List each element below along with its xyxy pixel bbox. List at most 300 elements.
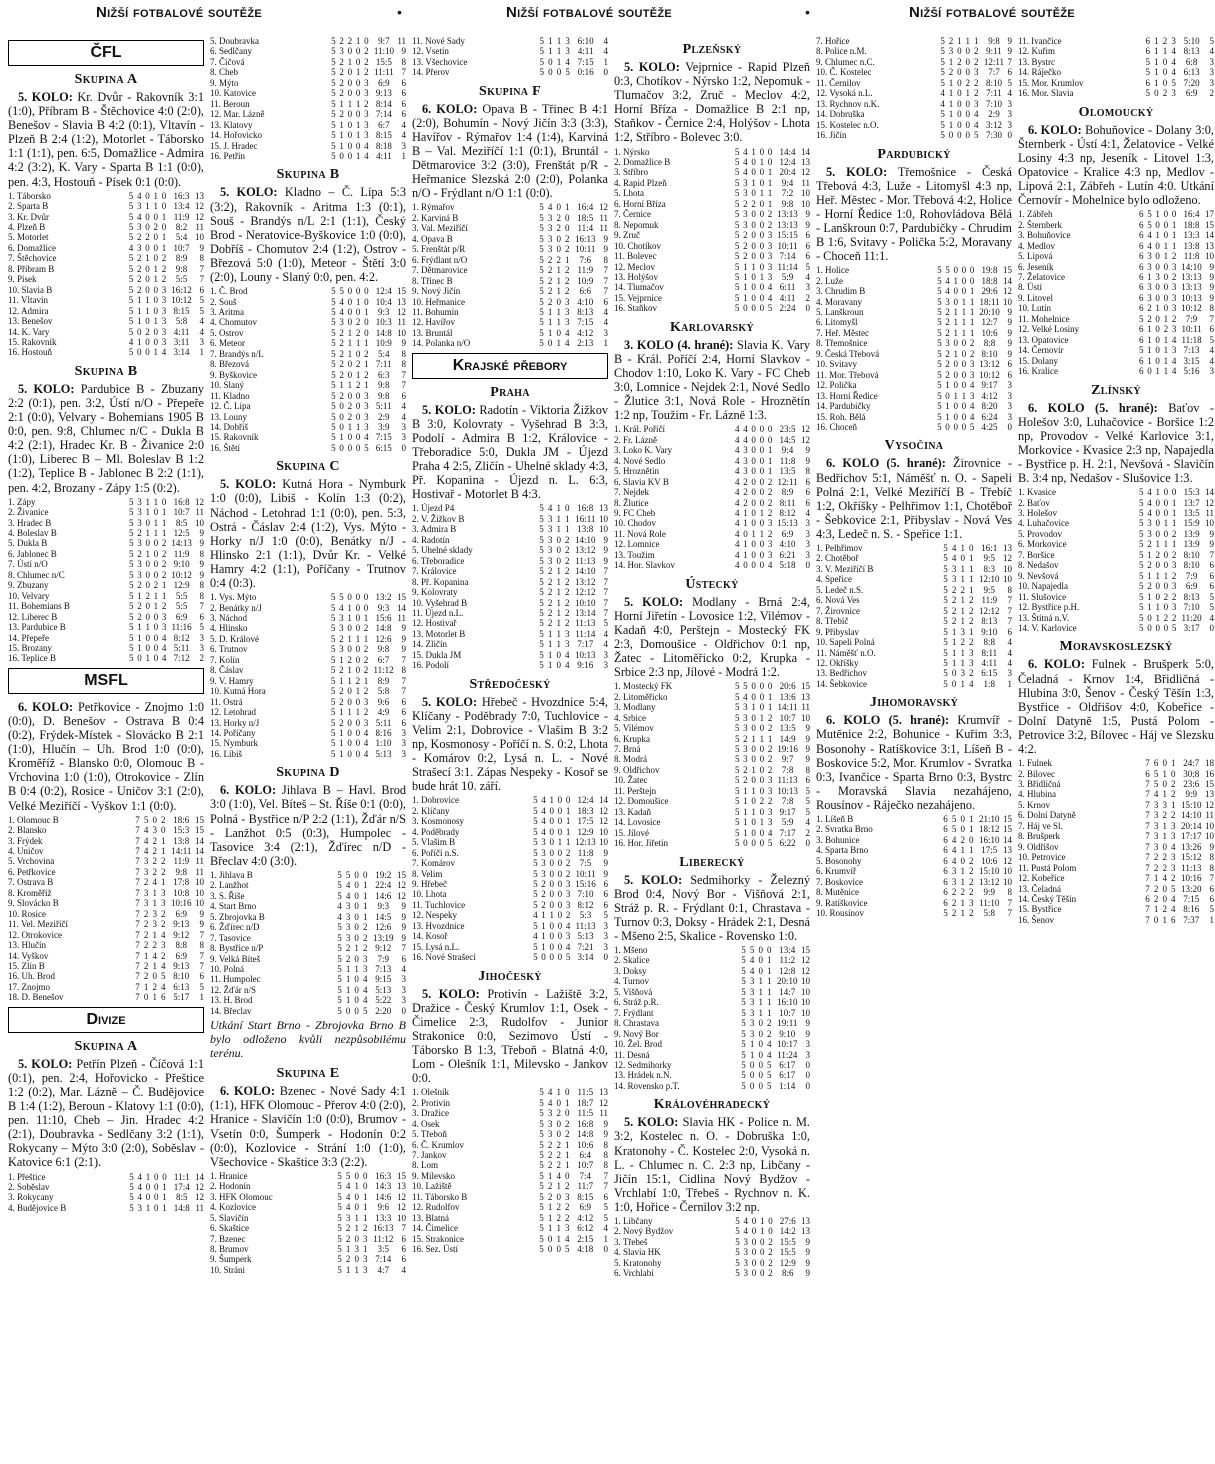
standings-row xyxy=(210,974,406,984)
stat-cell: 1 xyxy=(960,605,965,616)
stat-cell: 0 xyxy=(557,795,563,806)
stat-cell: 4 xyxy=(951,543,957,553)
stat-cell: 0 xyxy=(557,847,563,858)
stat-cell: 3 xyxy=(749,1018,755,1029)
points-cell: 8 xyxy=(1209,862,1214,873)
score-cell: 13:12 xyxy=(575,545,596,556)
team-cell: 7. Černice xyxy=(614,209,651,220)
stat-cell: 5 xyxy=(533,899,538,910)
team-cell: 8. Chrastava xyxy=(614,1018,659,1029)
points-cell: 9 xyxy=(805,733,810,744)
stat-cell: 5 xyxy=(734,702,740,713)
team-cell: 9. Ratíškovice xyxy=(816,897,868,908)
team-cell: 10. Č. Kostelec xyxy=(816,67,872,78)
stat-cell: 2 xyxy=(339,77,344,88)
standings-row xyxy=(412,837,608,847)
score-cell: 14:2 xyxy=(779,1226,796,1237)
score-cell: 11:14 xyxy=(777,261,798,272)
stat-cell: 4 xyxy=(547,1087,553,1098)
score-cell: 17:17 xyxy=(1181,831,1202,842)
standings-row xyxy=(210,922,406,932)
stat-cell: 5 xyxy=(345,869,351,880)
score-cell: 11:9 xyxy=(577,265,594,276)
stat-cell: 0 xyxy=(759,754,765,765)
points-cell: 10 xyxy=(1205,831,1214,842)
stat-cell: 1 xyxy=(547,1212,553,1223)
score-cell: 5:9 xyxy=(781,272,794,282)
stat-cell: 0 xyxy=(1155,508,1160,518)
stat-cell: 0 xyxy=(556,649,561,660)
stat-cell: 0 xyxy=(565,212,570,223)
points-cell: 13 xyxy=(1205,240,1214,251)
stat-cell: 1 xyxy=(565,826,571,837)
stat-cell: 0 xyxy=(751,827,756,838)
points-cell: 10 xyxy=(801,712,810,723)
stat-cell: 3 xyxy=(749,986,755,997)
team-cell: 1. Táborsko xyxy=(8,190,51,201)
stat-cell: 5 xyxy=(943,584,948,595)
team-cell: 4. Uničov xyxy=(8,846,44,857)
stat-cell: 0 xyxy=(758,965,763,976)
points-cell: 3 xyxy=(401,432,406,443)
score-cell: 13:12 xyxy=(575,576,596,587)
stat-cell: 5 xyxy=(565,67,570,78)
points-cell: 9 xyxy=(805,209,810,220)
stat-cell: 0 xyxy=(339,150,344,161)
score-cell: 9:17 xyxy=(779,806,796,817)
stat-cell: 5 xyxy=(161,971,166,982)
team-cell: 14. Hor. Slavkov xyxy=(614,560,676,571)
points-cell: 5 xyxy=(603,910,608,921)
standings-row xyxy=(8,601,204,611)
team-cell: 14. Poříčany xyxy=(210,727,256,738)
score-cell: 12:5 xyxy=(173,528,190,539)
stat-cell: 7 xyxy=(135,846,140,857)
score-cell: 23:6 xyxy=(1183,779,1200,789)
team-cell: 15. Zlín B xyxy=(8,961,45,971)
round-label: 5. KOLO: xyxy=(624,594,684,609)
team-cell: 15. Kostelec n.O. xyxy=(816,119,879,130)
stat-cell: 1 xyxy=(547,317,553,328)
stat-cell: 1 xyxy=(758,997,763,1008)
stat-cell: 1 xyxy=(556,275,561,286)
stat-cell: 1 xyxy=(759,508,765,518)
stat-cell: 2 xyxy=(945,369,950,380)
standings-row xyxy=(210,46,406,56)
stat-cell: 5 xyxy=(749,945,755,955)
standings-row xyxy=(1018,230,1214,240)
points-cell: 10 xyxy=(801,976,810,987)
standings-row xyxy=(8,888,204,898)
stat-cell: 5 xyxy=(734,681,740,692)
score-cell: 12:9 xyxy=(779,1257,796,1268)
stat-cell: 1 xyxy=(556,46,562,57)
score-cell: 16:13 xyxy=(373,1223,394,1234)
team-cell: 12. Č. Lípa xyxy=(210,401,251,412)
stat-cell: 6 xyxy=(1139,366,1144,377)
results-text: Pardubice B - Zbuzany 2:2 (0:1), pen. 3:2, Ústí n/O - Přepeře 2:1 (0:0), Velvary - Bohemians 1905 B 0:0, pen. 9:8, Chlumec n/C - Dukla B 4:2 (2:1), Hradec Kr. B - Živanice 2:0 (1:0), Liberec B – Ml. Boleslav B 1:2 (1:2), Teplice B - Jablonec B 2:2 (1:1), pen. 4:2, Brozany - Zápy 1:5 (0:2). xyxy=(8,381,204,495)
team-cell: 9. Hřebeč xyxy=(412,879,447,889)
standings-row xyxy=(1018,810,1214,820)
points-cell: 9 xyxy=(603,534,608,545)
stat-cell: 0 xyxy=(759,282,765,293)
stat-cell: 1 xyxy=(136,337,142,347)
team-cell: 11. Ostrá xyxy=(210,696,243,707)
stat-cell: 1 xyxy=(758,976,763,987)
points-cell: 14 xyxy=(397,602,406,613)
score-cell: 16:4 xyxy=(1183,209,1200,220)
team-cell: 7. Hořice xyxy=(816,36,850,46)
team-cell: 13. Opatovice xyxy=(1018,334,1069,345)
score-cell: 3:14 xyxy=(577,952,594,963)
standings-row xyxy=(614,560,810,570)
stat-cell: 1 xyxy=(547,307,553,317)
stat-cell: 3 xyxy=(136,222,142,233)
standings-row xyxy=(210,370,406,380)
stat-cell: 5 xyxy=(943,657,948,668)
points-cell: 3 xyxy=(1007,98,1012,109)
score-cell: 7:10 xyxy=(577,889,594,900)
stat-cell: 5 xyxy=(940,56,945,67)
score-cell: 2:9 xyxy=(377,411,390,422)
standings-row xyxy=(412,910,608,920)
team-cell: 8. Třemošnice xyxy=(816,338,868,349)
score-cell: 13:7 xyxy=(1183,497,1200,508)
team-cell: 7. Ostrava B xyxy=(8,877,54,888)
team-cell: 15. Brozany xyxy=(8,643,52,653)
points-cell: 9 xyxy=(401,338,406,349)
stat-cell: 1 xyxy=(759,817,765,828)
stat-cell: 5 xyxy=(128,284,134,295)
score-cell: 7:13 xyxy=(375,963,392,974)
stat-cell: 4 xyxy=(339,602,344,613)
header-title-2: Nižší fotbalové soutěže xyxy=(506,4,673,21)
team-cell: 2. Klíčany xyxy=(412,805,450,816)
stat-cell: 0 xyxy=(556,1097,561,1108)
stat-cell: 2 xyxy=(1153,893,1159,904)
stat-cell: 2 xyxy=(161,253,167,264)
stat-cell: 1 xyxy=(767,702,773,713)
points-cell: 9 xyxy=(805,1268,810,1279)
points-cell: 5 xyxy=(805,785,810,796)
score-cell: 10:4 xyxy=(375,296,392,307)
stat-cell: 1 xyxy=(363,880,368,891)
stat-cell: 1 xyxy=(547,628,553,639)
stat-cell: 0 xyxy=(743,560,748,571)
standings-row xyxy=(816,307,1012,317)
stat-cell: 1 xyxy=(565,513,570,524)
team-cell: 10. Chodov xyxy=(614,518,657,529)
section-heading: Olomoucký xyxy=(1078,104,1154,120)
stat-cell: 2 xyxy=(951,897,957,908)
team-cell: 14. Šebkovice xyxy=(816,678,867,689)
stat-cell: 5 xyxy=(1139,549,1144,560)
score-cell: 11:8 xyxy=(1183,251,1200,262)
stat-cell: 0 xyxy=(1162,77,1168,88)
stat-cell: 5 xyxy=(128,305,134,316)
points-cell: 12 xyxy=(599,816,608,827)
stat-cell: 5 xyxy=(129,1182,134,1193)
team-cell: 10. Polná xyxy=(210,963,245,974)
stat-cell: 0 xyxy=(549,931,554,942)
stat-cell: 2 xyxy=(948,36,954,46)
stat-cell: 3 xyxy=(137,559,142,570)
stat-cell: 5 xyxy=(129,590,134,601)
stat-cell: 7 xyxy=(135,961,140,971)
team-cell: 9. Velká Bíteš xyxy=(210,953,261,964)
team-cell: 9. Kolovraty xyxy=(412,587,458,598)
stat-cell: 5 xyxy=(337,869,342,880)
stat-cell: 3 xyxy=(1171,581,1177,592)
standings-row xyxy=(8,222,204,232)
points-cell: 7 xyxy=(1209,313,1214,324)
points-cell: 0 xyxy=(805,1080,810,1091)
stat-cell: 3 xyxy=(143,856,149,867)
score-cell: 13:8 xyxy=(173,835,190,846)
stat-cell: 0 xyxy=(347,286,353,297)
team-cell: 16. Kralice xyxy=(1018,366,1058,377)
stat-cell: 1 xyxy=(953,317,958,328)
stat-cell: 1 xyxy=(960,897,965,908)
team-cell: 1. Kvasice xyxy=(1018,487,1056,498)
stat-cell: 3 xyxy=(547,223,553,234)
round-results xyxy=(412,403,608,502)
score-cell: 10:17 xyxy=(777,1039,798,1050)
score-cell: 7:2 xyxy=(781,188,794,199)
stat-cell: 2 xyxy=(364,348,369,359)
score-cell: 8:13 xyxy=(981,616,998,627)
stat-cell: 3 xyxy=(345,901,351,912)
stat-cell: 1 xyxy=(137,643,142,653)
stat-cell: 0 xyxy=(961,369,967,380)
standings-row xyxy=(412,255,608,265)
stat-cell: 0 xyxy=(751,1226,757,1237)
team-cell: 2. Souš xyxy=(210,296,237,307)
stat-cell: 0 xyxy=(1163,272,1169,282)
stat-cell: 5 xyxy=(1139,508,1144,518)
team-cell: 12. Admira xyxy=(8,305,49,316)
stat-cell: 0 xyxy=(355,411,361,422)
stat-cell: 2 xyxy=(547,1160,553,1171)
stat-cell: 0 xyxy=(355,109,361,120)
standings-row xyxy=(8,243,204,253)
score-cell: 3:15 xyxy=(1183,355,1200,366)
stat-cell: 5 xyxy=(943,626,948,637)
stat-cell: 5 xyxy=(533,805,538,816)
stat-cell: 5 xyxy=(1153,779,1159,789)
stat-cell: 0 xyxy=(759,240,765,251)
points-cell: 12 xyxy=(801,955,810,966)
stat-cell: 1 xyxy=(960,678,965,689)
stat-cell: 6 xyxy=(943,824,948,835)
standings-table xyxy=(816,543,1012,689)
standings-row xyxy=(816,553,1012,563)
stat-cell: 5 xyxy=(533,941,538,952)
stat-cell: 5 xyxy=(128,274,134,285)
team-cell: 1. Olomouc B xyxy=(8,814,59,825)
standings-row xyxy=(8,951,204,961)
stat-cell: 5 xyxy=(331,98,336,109)
stat-cell: 2 xyxy=(965,77,971,88)
standings-row xyxy=(1018,508,1214,518)
stat-cell: 4 xyxy=(743,434,748,445)
standings-row xyxy=(8,538,204,548)
stat-cell: 5 xyxy=(337,1223,342,1234)
standings-row xyxy=(412,1181,608,1191)
stat-cell: 6 xyxy=(1153,758,1159,769)
round-label: 5. KOLO: xyxy=(624,60,680,74)
stat-cell: 1 xyxy=(945,411,950,422)
standings-row xyxy=(412,795,608,805)
stat-cell: 3 xyxy=(565,899,571,910)
score-cell: 4:12 xyxy=(577,327,594,338)
stat-cell: 5 xyxy=(943,908,948,919)
stat-cell: 1 xyxy=(153,590,159,601)
points-cell: 5 xyxy=(1209,904,1214,915)
standings-row xyxy=(210,1254,406,1264)
team-cell: 9. Zbuzany xyxy=(8,580,49,591)
stat-cell: 0 xyxy=(347,623,352,634)
standings-row xyxy=(1018,831,1214,841)
standings-row xyxy=(614,167,810,177)
team-cell: 1. Holice xyxy=(816,265,849,276)
round-label: 3. KOLO (4. hrané): xyxy=(624,337,734,352)
team-cell: 15. Rakovník xyxy=(8,337,57,347)
stat-cell: 6 xyxy=(1139,303,1144,314)
team-cell: 5. Lanškroun xyxy=(816,307,864,317)
stat-cell: 0 xyxy=(960,553,965,564)
stat-cell: 0 xyxy=(1147,622,1152,633)
stat-cell: 4 xyxy=(767,282,773,293)
score-cell: 8:15 xyxy=(577,1191,594,1202)
standings-row xyxy=(210,443,406,453)
stat-cell: 2 xyxy=(364,67,369,78)
stat-cell: 2 xyxy=(136,274,142,285)
score-cell: 11:13 xyxy=(575,920,596,931)
score-cell: 18:6 xyxy=(173,814,190,825)
standings-row xyxy=(412,942,608,952)
stat-cell: 4 xyxy=(161,653,167,664)
points-cell: 9 xyxy=(603,847,608,858)
standings-row xyxy=(614,539,810,549)
team-cell: 17. Znojmo xyxy=(8,981,50,992)
stat-cell: 4 xyxy=(143,825,149,836)
standings-row xyxy=(412,921,608,931)
stat-cell: 5 xyxy=(337,963,342,974)
points-cell: 7 xyxy=(199,601,204,612)
points-cell: 12 xyxy=(1003,855,1012,866)
points-cell: 7 xyxy=(199,274,204,285)
points-cell: 12 xyxy=(599,805,608,816)
stat-cell: 5 xyxy=(734,806,740,817)
score-cell: 9:15 xyxy=(375,974,392,985)
points-cell: 9 xyxy=(401,901,406,912)
team-cell: 13. Čeladná xyxy=(1018,883,1061,894)
standings-row xyxy=(412,328,608,338)
points-cell: 0 xyxy=(603,67,608,78)
standings-row xyxy=(210,57,406,67)
score-cell: 10:3 xyxy=(375,317,392,328)
stat-cell: 6 xyxy=(943,866,948,877)
team-cell: 16. Šenov xyxy=(1018,914,1054,925)
stat-cell: 7 xyxy=(135,950,140,961)
stat-cell: 7 xyxy=(135,825,140,836)
stat-cell: 3 xyxy=(137,517,142,528)
stat-cell: 4 xyxy=(143,846,149,857)
score-cell: 10:12 xyxy=(171,295,192,306)
points-cell: 2 xyxy=(805,292,810,303)
standings-table xyxy=(210,870,406,1016)
standings-row xyxy=(8,591,204,601)
points-cell: 10 xyxy=(195,898,204,909)
stat-cell: 5 xyxy=(129,1171,134,1182)
stat-cell: 0 xyxy=(751,744,756,754)
score-cell: 4:11 xyxy=(577,46,594,57)
points-cell: 4 xyxy=(401,130,406,141)
stat-cell: 0 xyxy=(549,889,554,900)
stat-cell: 5 xyxy=(539,307,544,317)
standings-row xyxy=(1018,884,1214,894)
standings-row xyxy=(816,317,1012,327)
points-cell: 11 xyxy=(801,177,810,188)
standings-row xyxy=(1018,550,1214,560)
stat-cell: 0 xyxy=(153,242,158,253)
stat-cell: 5 xyxy=(943,543,948,553)
score-cell: 7:15 xyxy=(1183,893,1200,904)
stat-cell: 2 xyxy=(547,1150,553,1160)
stat-cell: 0 xyxy=(1155,560,1160,571)
stat-cell: 0 xyxy=(1155,251,1160,262)
score-cell: 15:6 xyxy=(375,613,392,623)
stat-cell: 1 xyxy=(969,626,974,637)
standings-row xyxy=(8,518,204,528)
score-cell: 15:10 xyxy=(979,866,1000,877)
stat-cell: 5 xyxy=(331,296,336,307)
team-cell: 7. Brná xyxy=(614,744,641,754)
stat-cell: 2 xyxy=(152,940,157,951)
stat-cell: 4 xyxy=(337,911,342,922)
team-cell: 5. Motorlet xyxy=(8,232,49,243)
stat-cell: 0 xyxy=(355,665,361,676)
team-cell: 4. Start Brno xyxy=(210,901,257,912)
team-cell: 8. Chlumec n/C xyxy=(8,569,65,580)
stat-cell: 4 xyxy=(951,834,957,845)
points-cell: 0 xyxy=(805,838,810,849)
standings-row xyxy=(1018,57,1214,67)
team-cell: 5. Lhota xyxy=(614,188,644,199)
standings-row xyxy=(8,1182,204,1192)
team-cell: 7. Heř. Městec xyxy=(816,327,869,338)
stat-cell: 5 xyxy=(1139,591,1144,602)
standings-row xyxy=(614,293,810,303)
stat-cell: 5 xyxy=(533,868,538,879)
points-cell: 1 xyxy=(199,347,204,358)
stat-cell: 2 xyxy=(161,559,167,570)
standings-row xyxy=(614,1081,810,1091)
standings-row xyxy=(210,67,406,77)
standings-row xyxy=(614,734,810,744)
standings-row xyxy=(1018,873,1214,883)
team-cell: 12. Domoušice xyxy=(614,796,669,807)
points-cell: 9 xyxy=(1007,46,1012,57)
stat-cell: 0 xyxy=(1155,591,1160,602)
team-cell: 3. Aritma xyxy=(210,307,244,317)
points-cell: 6 xyxy=(401,390,406,401)
score-cell: 6:17 xyxy=(779,1070,796,1081)
stat-cell: 0 xyxy=(759,497,765,508)
standings-table xyxy=(210,592,406,759)
league-heading: Divize xyxy=(8,1007,204,1033)
